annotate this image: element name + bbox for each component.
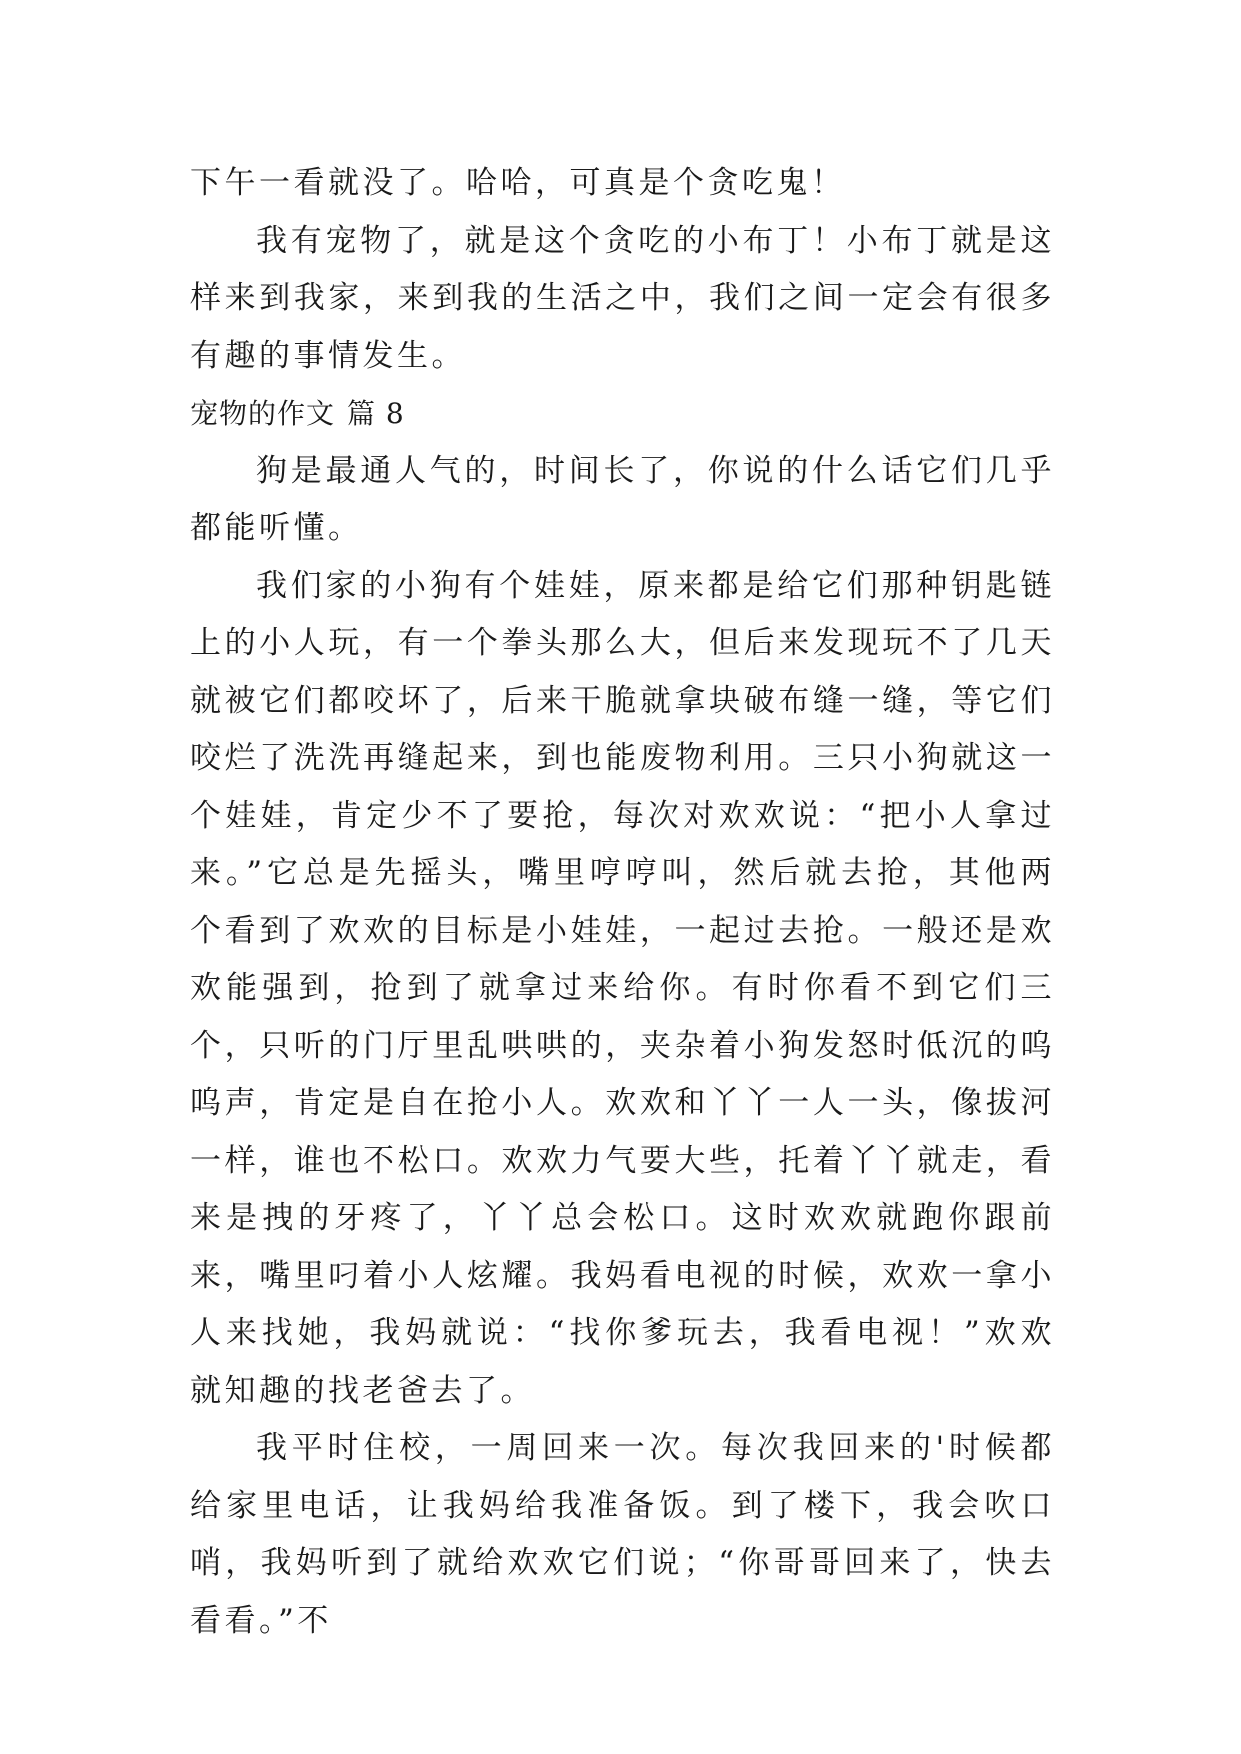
paragraph-2: 我有宠物了，就是这个贪吃的小布丁！小布丁就是这样来到我家，来到我的生活之中，我们之间一定会有很多有趣的事情发生。 [190,222,1055,374]
paragraph-1: 下午一看就没了。哈哈，可真是个贪吃鬼！ [190,165,846,201]
heading-number: 篇 8 [347,397,405,430]
paragraph-5: 我平时住校，一周回来一次。每次我回来的'时候都给家里电话，让我妈给我准备饭。到了楼下，我会吹口哨，我妈听到了就给欢欢它们说；“你哥哥回来了，快去看看。”不 [190,1430,1055,1639]
document-body [190,155,1055,1650]
section-heading [190,385,1055,443]
paragraph-3: 狗是最通人气的，时间长了，你说的什么话它们几乎都能听懂。 [190,452,1055,546]
heading-title: 宠物的作文 [190,397,336,430]
paragraph-4: 我们家的小狗有个娃娃，原来都是给它们那种钥匙链上的小人玩，有一个拳头那么大，但后来发现玩不了几天就被它们都咬坏了，后来干脆就拿块破布缝一缝，等它们咬烂了洗洗再缝起来，到也能废物利用。三只小狗就这一个娃娃，肯定少不了要抢，每次对欢欢说：“把小人拿过来。”它总是先摇头，嘴里哼哼叫，然后就去抢，其他两个看到了欢欢的目标是小娃娃，一起过去抢。一般还是欢欢能强到，抢到了就拿过来给你。有时你看不到它们三个，只听的门厅里乱哄哄的，夹杂着小狗发怒时低沉的呜呜声，肯定是自在抢小人。欢欢和丫丫一人一头，像拔河一样，谁也不松口。欢欢力气要大些，托着丫丫就走，看来是拽的牙疼了，丫丫总会松口。这时欢欢就跑你跟前来，嘴里叼着小人炫耀。我妈看电视的时候，欢欢一拿小人来找她，我妈就说：“找你爹玩去，我看电视！”欢欢就知趣的找老爸去了。 [190,567,1055,1409]
